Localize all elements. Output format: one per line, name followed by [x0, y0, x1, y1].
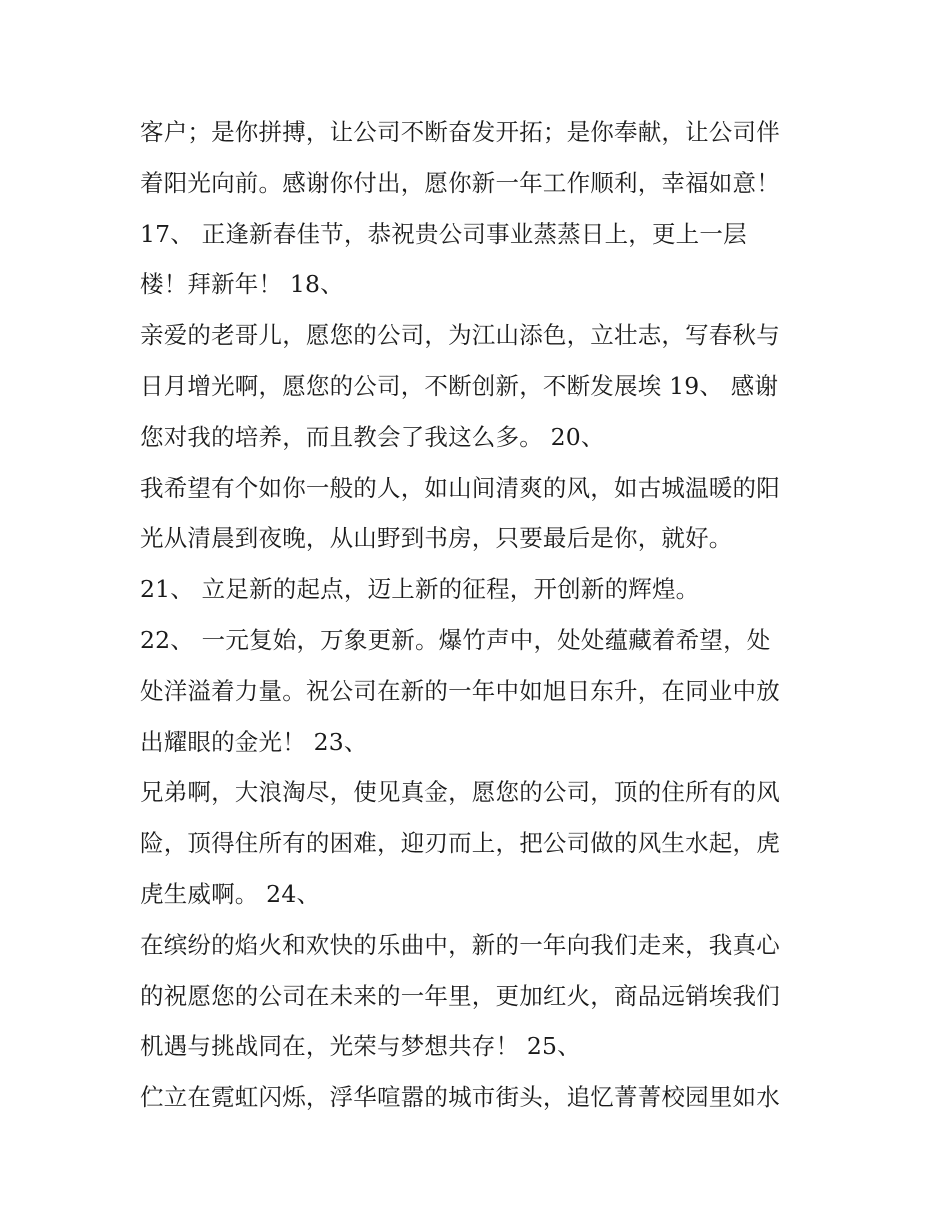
document-body	[140, 107, 840, 1123]
text-line: 机遇与挑战同在，光荣与梦想共存！ 25、	[140, 1032, 581, 1061]
text-line: 处洋溢着力量。祝公司在新的一年中如旭日东升，在同业中放	[140, 676, 780, 705]
text-line: 着阳光向前。感谢你付出，愿你新一年工作顺利，幸福如意！	[140, 168, 780, 197]
text-line: 虎生威啊。 24、	[140, 879, 321, 908]
text-line: 亲爱的老哥儿，愿您的公司，为江山添色，立壮志，写春秋与	[140, 321, 780, 350]
text-line: 兄弟啊，大浪淘尽，使见真金，愿您的公司，顶的住所有的风	[140, 778, 780, 807]
text-line: 在缤纷的焰火和欢快的乐曲中，新的一年向我们走来，我真心	[140, 930, 780, 959]
text-line: 伫立在霓虹闪烁，浮华喧嚣的城市街头，追忆菁菁校园里如水	[140, 1083, 780, 1112]
text-line: 的祝愿您的公司在未来的一年里，更加红火，商品远销埃我们	[140, 981, 780, 1010]
text-line: 日月增光啊，愿您的公司，不断创新，不断发展埃 19、 感谢	[140, 371, 779, 400]
text-line: 22、 一元复始，万象更新。爆竹声中，处处蕴藏着希望，处	[140, 625, 771, 654]
text-line: 21、 立足新的起点，迈上新的征程，开创新的辉煌。	[140, 575, 700, 604]
text-line: 楼！拜新年！ 18、	[140, 270, 344, 299]
text-line: 我希望有个如你一般的人，如山间清爽的风，如古城温暖的阳	[140, 473, 780, 502]
text-line: 光从清晨到夜晚，从山野到书房，只要最后是你，就好。	[140, 524, 733, 553]
text-line: 17、 正逢新春佳节，恭祝贵公司事业蒸蒸日上，更上一层	[140, 219, 747, 248]
text-line: 险，顶得住所有的困难，迎刃而上，把公司做的风生水起，虎	[140, 829, 780, 858]
text-line: 您对我的培养，而且教会了我这么多。 20、	[140, 422, 605, 451]
text-line: 客户；是你拼搏，让公司不断奋发开拓；是你奉献，让公司伴	[140, 118, 780, 146]
text-line: 出耀眼的金光！ 23、	[140, 727, 368, 756]
